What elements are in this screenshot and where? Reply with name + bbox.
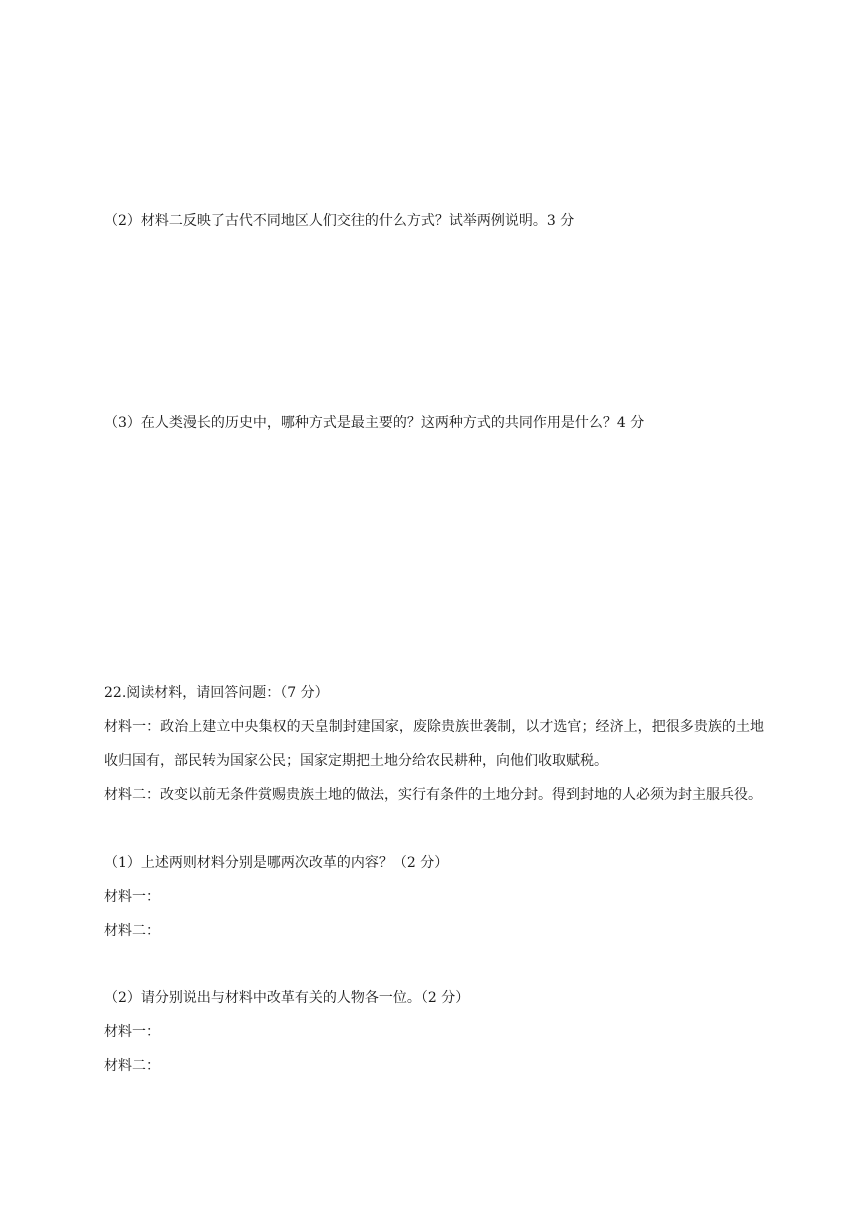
q22-sub1-question: （1）上述两则材料分别是哪两次改革的内容？（2 分） xyxy=(104,855,449,871)
q22-sub2-question: （2）请分别说出与材料中改革有关的人物各一位。（2 分） xyxy=(104,990,470,1006)
q22-title: 22.阅读材料，请回答问题：（7 分） xyxy=(104,685,329,701)
q22-sub1-answer-2-label: 材料二： xyxy=(104,923,160,939)
q21-sub3-question: （3）在人类漫长的历史中，哪种方式是最主要的？这两种方式的共同作用是什么？4 分 xyxy=(104,415,645,431)
q22-material-1: 材料一：政治上建立中央集权的天皇制封建国家，废除贵族世袭制，以才选官；经济上，把很多贵族的土地收归国有，部民转为国家公民；国家定期把土地分给农民耕种，向他们收取赋税。 xyxy=(104,719,764,769)
q22-sub2-answer-2-label: 材料二： xyxy=(104,1058,160,1074)
q21-sub2-question: （2）材料二反映了古代不同地区人们交往的什么方式？试举两例说明。3 分 xyxy=(104,213,575,229)
q22-sub2-answer-1-label: 材料一： xyxy=(104,1024,160,1040)
q22-material-2: 材料二：改变以前无条件赏赐贵族土地的做法，实行有条件的土地分封。得到封地的人必须为封主服兵役。 xyxy=(104,787,762,803)
q22-sub1-answer-1-label: 材料一： xyxy=(104,889,160,905)
